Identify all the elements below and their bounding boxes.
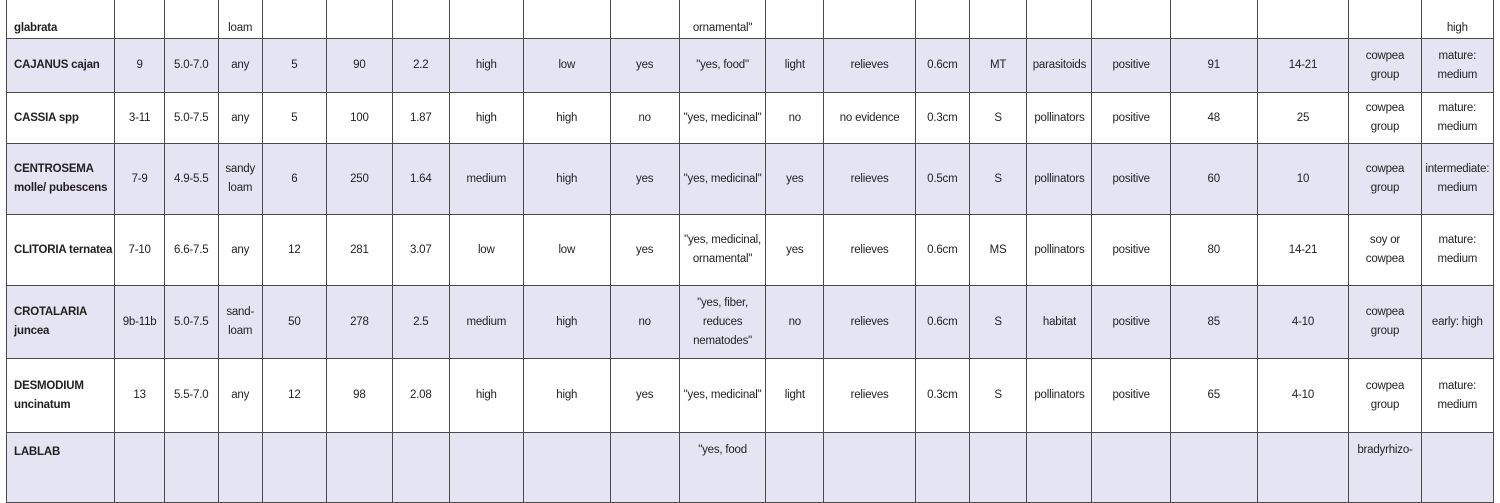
table-cell: low: [523, 39, 610, 93]
table-cell: S: [969, 286, 1027, 359]
table-cell: [916, 0, 970, 39]
table-cell: habitat: [1027, 286, 1092, 359]
table-cell: 5: [262, 39, 326, 93]
table-cell: [610, 0, 679, 39]
table-cell: [326, 0, 392, 39]
table-cell: "yes, fiber, reduces nematodes": [679, 286, 766, 359]
table-cell: 4-10: [1257, 359, 1349, 433]
table-cell: bradyrhizo-: [1349, 433, 1421, 503]
table-cell: positive: [1092, 39, 1170, 93]
table-cell: pollinators: [1027, 215, 1092, 286]
table-cell: 48: [1170, 93, 1257, 144]
table-cell: no: [766, 93, 824, 144]
table-cell: [916, 433, 970, 503]
table-cell: 14-21: [1257, 215, 1349, 286]
table-cell: cowpea group: [1349, 359, 1421, 433]
table-cell: [1027, 433, 1092, 503]
table-cell: 6: [262, 144, 326, 215]
table-cell: [1257, 0, 1349, 39]
table-cell: [523, 433, 610, 503]
table-cell: 12: [262, 215, 326, 286]
table-cell: yes: [766, 144, 824, 215]
table-cell: [115, 433, 165, 503]
table-cell: loam: [218, 0, 262, 39]
table-cell: [523, 0, 610, 39]
table-cell: "yes, medicinal": [679, 359, 766, 433]
table-cell: any: [218, 93, 262, 144]
table-cell: cowpea group: [1349, 144, 1421, 215]
table-cell: yes: [766, 215, 824, 286]
table-cell: [115, 0, 165, 39]
table-cell: [969, 0, 1027, 39]
table-cell: 91: [1170, 39, 1257, 93]
table-cell: [1027, 0, 1092, 39]
table-cell: [1257, 433, 1349, 503]
table-cell: 2.08: [392, 359, 449, 433]
table-cell: intermediate: medium: [1421, 144, 1493, 215]
table-cell: [1170, 433, 1257, 503]
table-cell: 7-9: [115, 144, 165, 215]
table-cell: high: [1421, 0, 1493, 39]
table-cell: [824, 433, 916, 503]
table-row: [7, 286, 1494, 359]
table-cell: low: [523, 215, 610, 286]
table-cell: CROTALARIA juncea: [7, 286, 115, 359]
table-cell: 1.87: [392, 93, 449, 144]
table-cell: high: [523, 144, 610, 215]
table-cell: positive: [1092, 93, 1170, 144]
table-cell: LABLAB: [7, 433, 115, 503]
table-cell: [164, 0, 218, 39]
table-row: [7, 433, 1494, 503]
table-cell: 0.5cm: [916, 144, 970, 215]
table-cell: 85: [1170, 286, 1257, 359]
table-cell: "yes, medicinal": [679, 93, 766, 144]
table-cell: [262, 0, 326, 39]
table-cell: 5.5-7.0: [164, 359, 218, 433]
table-cell: sand-loam: [218, 286, 262, 359]
table-cell: [1092, 0, 1170, 39]
table-cell: high: [523, 93, 610, 144]
table-cell: medium: [449, 286, 523, 359]
table-cell: CAJANUS cajan: [7, 39, 115, 93]
table-cell: positive: [1092, 215, 1170, 286]
table-cell: no: [766, 286, 824, 359]
table-cell: 3-11: [115, 93, 165, 144]
table-cell: any: [218, 215, 262, 286]
table-cell: 0.6cm: [916, 286, 970, 359]
table-cell: "yes, medicinal, ornamental": [679, 215, 766, 286]
table-cell: [766, 0, 824, 39]
table-cell: 98: [326, 359, 392, 433]
table-cell: [1170, 0, 1257, 39]
table-cell: early: high: [1421, 286, 1493, 359]
table-row: [7, 144, 1494, 215]
table-cell: cowpea group: [1349, 93, 1421, 144]
table-cell: any: [218, 39, 262, 93]
table-cell: [392, 0, 449, 39]
table-cell: 5.0-7.5: [164, 93, 218, 144]
table-cell: light: [766, 359, 824, 433]
table-cell: [164, 433, 218, 503]
table-cell: 0.3cm: [916, 359, 970, 433]
table-cell: 0.6cm: [916, 215, 970, 286]
table-cell: glabrata: [7, 0, 115, 39]
table-cell: 5.0-7.0: [164, 39, 218, 93]
table-cell: 250: [326, 144, 392, 215]
table-cell: [392, 433, 449, 503]
table-cell: cowpea group: [1349, 286, 1421, 359]
table-cell: 90: [326, 39, 392, 93]
table-row: [7, 0, 1494, 39]
table-cell: [610, 433, 679, 503]
table-cell: pollinators: [1027, 144, 1092, 215]
table-cell: 4.9-5.5: [164, 144, 218, 215]
table-cell: CENTROSEMA molle/ pubescens: [7, 144, 115, 215]
table-cell: [326, 433, 392, 503]
table-cell: MS: [969, 215, 1027, 286]
table-cell: 14-21: [1257, 39, 1349, 93]
table-cell: MT: [969, 39, 1027, 93]
table-cell: 5.0-7.5: [164, 286, 218, 359]
table-cell: high: [449, 93, 523, 144]
table-cell: 281: [326, 215, 392, 286]
table-cell: yes: [610, 215, 679, 286]
table-cell: pollinators: [1027, 93, 1092, 144]
table-cell: [969, 433, 1027, 503]
table-cell: [218, 433, 262, 503]
table-cell: [824, 0, 916, 39]
table-cell: yes: [610, 359, 679, 433]
table-cell: sandy loam: [218, 144, 262, 215]
table-cell: positive: [1092, 286, 1170, 359]
table-cell: [449, 433, 523, 503]
table-cell: "yes, medicinal": [679, 144, 766, 215]
table-row: [7, 93, 1494, 144]
table-cell: S: [969, 93, 1027, 144]
table-cell: "yes, food: [679, 433, 766, 503]
table-row: [7, 215, 1494, 286]
table-cell: CASSIA spp: [7, 93, 115, 144]
table-cell: high: [449, 359, 523, 433]
table-row: [7, 359, 1494, 433]
table-cell: yes: [610, 39, 679, 93]
table-cell: no: [610, 286, 679, 359]
table-cell: 9b-11b: [115, 286, 165, 359]
table-cell: [766, 433, 824, 503]
table-cell: [1349, 0, 1421, 39]
table-cell: 0.3cm: [916, 93, 970, 144]
table-cell: 50: [262, 286, 326, 359]
table-cell: [449, 0, 523, 39]
table-cell: 0.6cm: [916, 39, 970, 93]
table-cell: high: [523, 286, 610, 359]
table-cell: no evidence: [824, 93, 916, 144]
table-cell: soy or cowpea: [1349, 215, 1421, 286]
table-cell: low: [449, 215, 523, 286]
table-cell: 13: [115, 359, 165, 433]
table-cell: 25: [1257, 93, 1349, 144]
table-cell: 6.6-7.5: [164, 215, 218, 286]
table-cell: yes: [610, 144, 679, 215]
table-cell: 12: [262, 359, 326, 433]
table-cell: 7-10: [115, 215, 165, 286]
table-cell: CLITORIA ternatea: [7, 215, 115, 286]
table-cell: [1421, 433, 1493, 503]
table-cell: S: [969, 144, 1027, 215]
table-cell: 3.07: [392, 215, 449, 286]
table-cell: 2.5: [392, 286, 449, 359]
table-cell: 60: [1170, 144, 1257, 215]
table-cell: relieves: [824, 39, 916, 93]
table-cell: ornamental": [679, 0, 766, 39]
table-cell: relieves: [824, 144, 916, 215]
table-cell: relieves: [824, 215, 916, 286]
table-cell: "yes, food": [679, 39, 766, 93]
table-cell: positive: [1092, 359, 1170, 433]
table-cell: no: [610, 93, 679, 144]
table-row: [7, 39, 1494, 93]
table-cell: 4-10: [1257, 286, 1349, 359]
table-cell: mature: medium: [1421, 39, 1493, 93]
table-cell: mature: medium: [1421, 359, 1493, 433]
table-cell: medium: [449, 144, 523, 215]
table-cell: mature: medium: [1421, 93, 1493, 144]
table-cell: high: [523, 359, 610, 433]
table-cell: relieves: [824, 286, 916, 359]
table-cell: [1092, 433, 1170, 503]
table-cell: relieves: [824, 359, 916, 433]
table-viewport: [6, 0, 1494, 503]
table-cell: 278: [326, 286, 392, 359]
table-cell: pollinators: [1027, 359, 1092, 433]
table-cell: cowpea group: [1349, 39, 1421, 93]
table-cell: 10: [1257, 144, 1349, 215]
table-cell: light: [766, 39, 824, 93]
table-cell: 9: [115, 39, 165, 93]
table-cell: any: [218, 359, 262, 433]
table-cell: 65: [1170, 359, 1257, 433]
table-cell: S: [969, 359, 1027, 433]
table-cell: DESMODIUM uncinatum: [7, 359, 115, 433]
table-cell: 80: [1170, 215, 1257, 286]
table-cell: 2.2: [392, 39, 449, 93]
table-cell: 5: [262, 93, 326, 144]
cover-crop-table: [6, 0, 1494, 503]
table-cell: parasitoids: [1027, 39, 1092, 93]
table-cell: 1.64: [392, 144, 449, 215]
table-cell: mature: medium: [1421, 215, 1493, 286]
table-cell: high: [449, 39, 523, 93]
table-cell: 100: [326, 93, 392, 144]
table-cell: [262, 433, 326, 503]
table-cell: positive: [1092, 144, 1170, 215]
